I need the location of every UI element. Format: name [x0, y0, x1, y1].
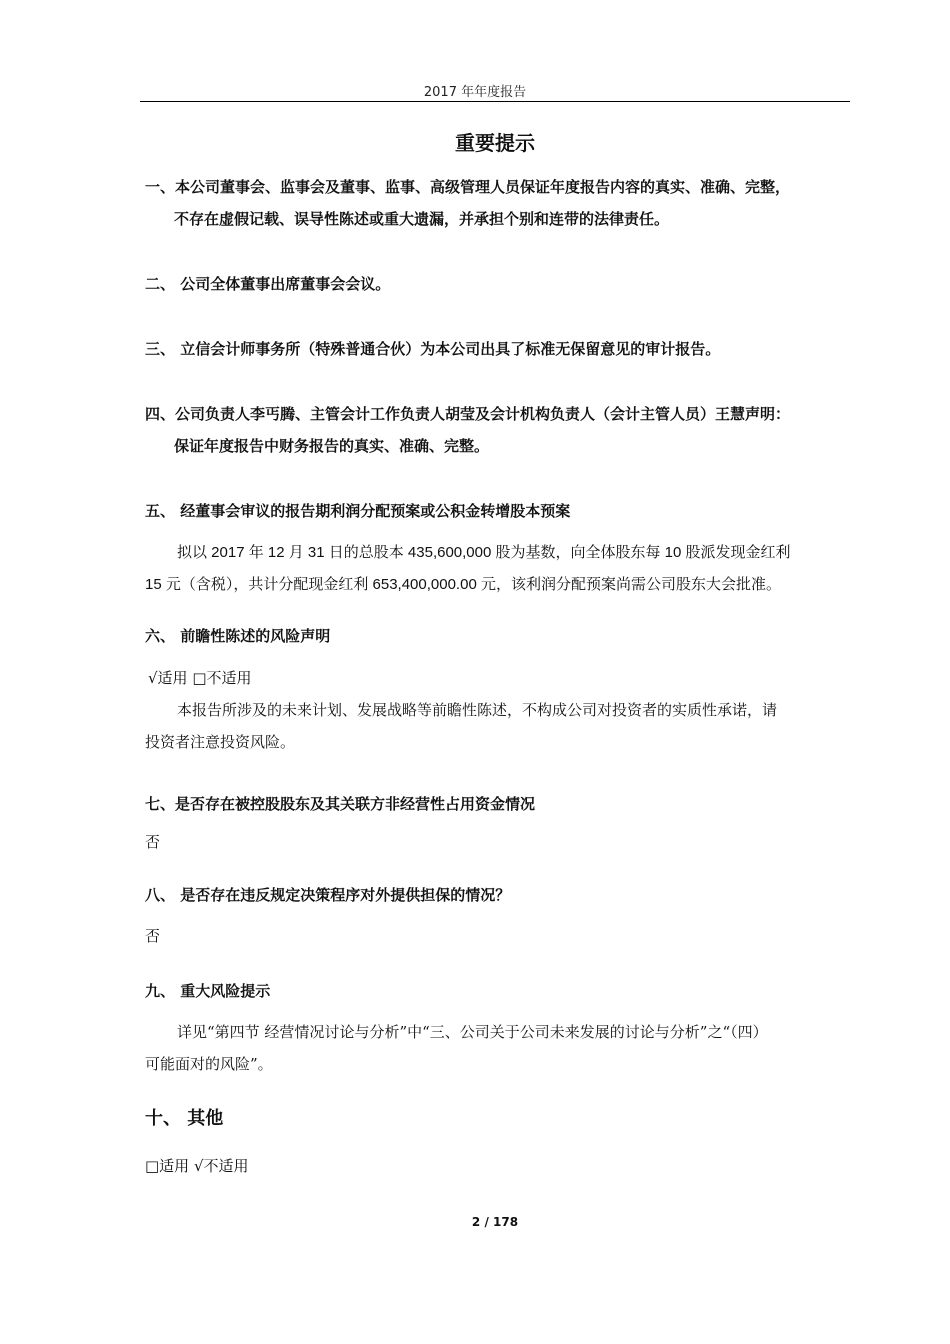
section-6-body-line-2: 投资者注意投资风险。 — [145, 733, 296, 751]
section-1-line-1: 一、本公司董事会、监事会及董事、监事、高级管理人员保证年度报告内容的真实、准确、完整， — [145, 178, 791, 196]
section-5-heading: 五、 经董事会审议的报告期利润分配预案或公积金转增股本预案 — [145, 502, 571, 520]
section-2: 二、 公司全体董事出席董事会会议。 — [145, 275, 391, 293]
section-5-body-line-2: 15 元（含税），共计分配现金红利 653,400,000.00 元，该利润分配预案尚需公司股东大会批准。 — [145, 576, 781, 593]
section-9-body-line-1: 详见“第四节 经营情况讨论与分析”中“三、公司关于公司未来发展的讨论与分析”之“（四） — [177, 1023, 768, 1041]
section-9-body-line-2: 可能面对的风险”。 — [145, 1055, 273, 1073]
section-6-option: √适用 □不适用 — [148, 669, 252, 687]
page-number: 2 / 178 — [471, 1215, 519, 1229]
section-4-line-2: 保证年度报告中财务报告的真实、准确、完整。 — [174, 437, 490, 455]
header-rule — [140, 101, 850, 102]
section-7-heading: 七、是否存在被控股股东及其关联方非经营性占用资金情况 — [145, 795, 536, 813]
section-3: 三、 立信会计师事务所（特殊普通合伙）为本公司出具了标准无保留意见的审计报告。 — [145, 340, 721, 358]
section-10-heading: 十、 其他 — [145, 1108, 224, 1129]
section-6-body-line-1: 本报告所涉及的未来计划、发展战略等前瞻性陈述，不构成公司对投资者的实质性承诺，请 — [177, 701, 778, 719]
section-4-line-1: 四、公司负责人李丐腾、主管会计工作负责人胡莹及会计机构负责人（会计主管人员）王慧声明： — [145, 405, 791, 423]
section-6-heading: 六、 前瞻性陈述的风险声明 — [145, 627, 331, 645]
page-header: 2017 年年度报告 — [423, 85, 527, 100]
section-8-answer: 否 — [145, 927, 161, 945]
section-1-line-2: 不存在虚假记载、误导性陈述或重大遗漏，并承担个别和连带的法律责任。 — [174, 210, 670, 228]
page-title: 重要提示 — [455, 131, 535, 155]
section-7-answer: 否 — [145, 833, 161, 851]
section-10-option: □适用 √不适用 — [145, 1157, 249, 1175]
section-5-body-line-1: 拟以 2017 年 12 月 31 日的总股本 435,600,000 股为基数，向全体股东每 10 股派发现金红利 — [177, 544, 791, 561]
section-8-heading: 八、 是否存在违反规定决策程序对外提供担保的情况？ — [145, 886, 511, 904]
section-9-heading: 九、 重大风险提示 — [145, 982, 271, 1000]
